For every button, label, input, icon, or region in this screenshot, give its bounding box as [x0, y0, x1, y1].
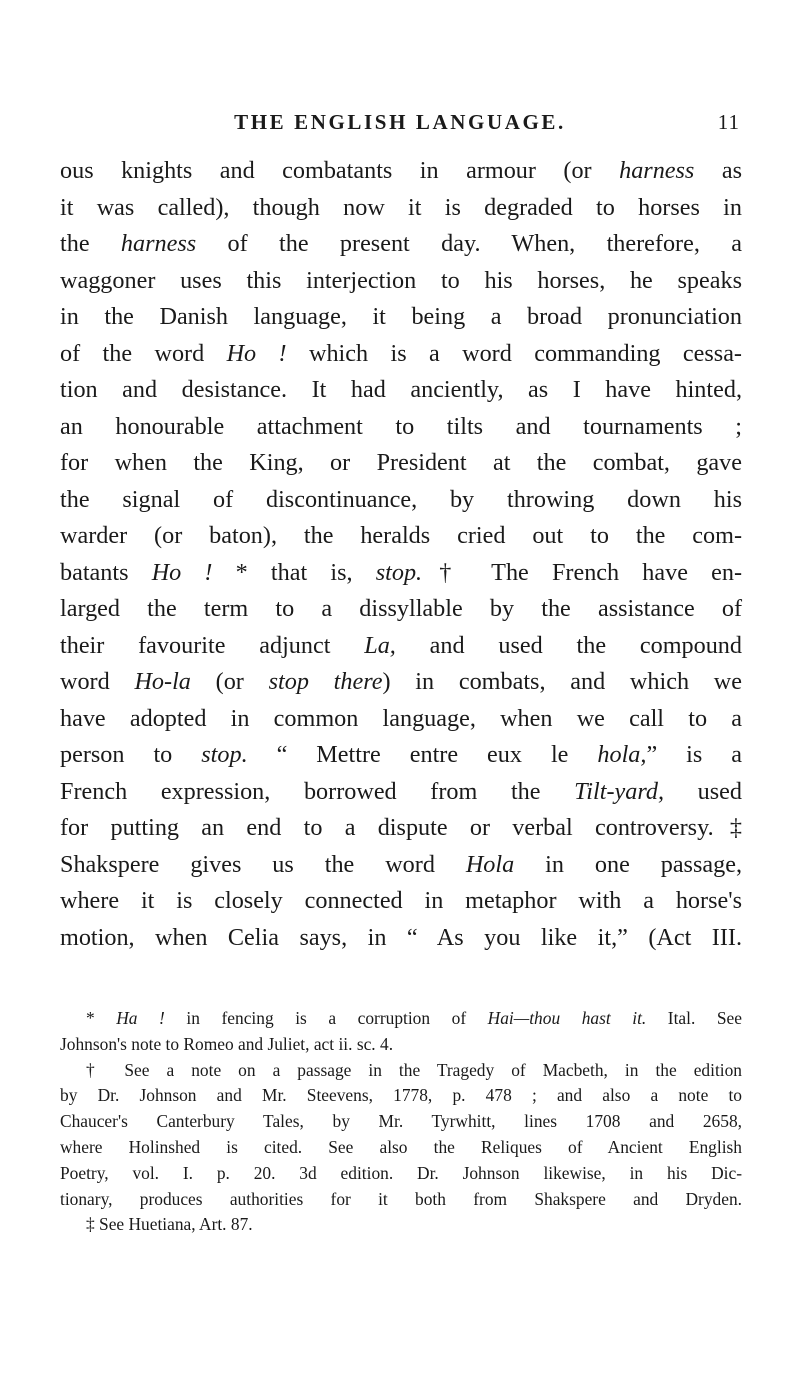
text-line — [60, 883, 742, 920]
footnote-line — [60, 1058, 742, 1084]
text-run: person to — [60, 741, 202, 768]
text-run: Shakspere gives us the word — [60, 850, 466, 878]
text-run: have adopted in common language, when we call to a — [60, 704, 742, 732]
text-run: used — [664, 777, 742, 805]
text-run: for when the King, or President at the combat, gave — [60, 449, 742, 476]
text-run: * — [86, 1008, 117, 1028]
text-line — [60, 664, 742, 701]
body-text — [60, 153, 742, 956]
text-run: (or — [190, 668, 269, 695]
text-run: † The French have en- — [422, 558, 742, 586]
footnote-line — [60, 1032, 742, 1058]
text-run: Ital. See — [646, 1008, 742, 1028]
text-run: batants — [60, 558, 152, 586]
text-run: ‡ See Huetiana, Art. 87. — [86, 1214, 253, 1235]
text-run: † See a note on a passage in the Tragedy of Macbeth, in the edition — [86, 1059, 742, 1080]
text-run: by Dr. Johnson and Mr. Steevens, 1778, p. 478 ; and also a note to — [60, 1085, 742, 1106]
text-line — [60, 628, 742, 665]
footnote-line — [60, 1083, 742, 1109]
text-run: Poetry, vol. I. p. 20. 3d edition. Dr. Johnson likewise, in his Dic- — [60, 1162, 742, 1183]
page-number: 11 — [717, 110, 740, 134]
italic-run: stop there — [268, 668, 383, 695]
italic-run: harness — [619, 157, 695, 184]
italic-run: Tilt-yard, — [574, 777, 664, 805]
text-run: which is a word commanding cessa- — [286, 339, 742, 367]
italic-run: harness — [120, 230, 197, 257]
text-run: ) in combats, and which we — [382, 668, 742, 695]
footnote-line — [60, 1135, 742, 1161]
text-line — [60, 737, 742, 774]
footnote-line — [60, 1212, 742, 1238]
text-run: tionary, produces authorities for it both from Shakspere and Dryden. — [60, 1188, 742, 1209]
text-run: French expression, borrowed from the — [60, 777, 575, 805]
text-run: Johnson's note to Romeo and Juliet, act ii. sc. 4. — [60, 1033, 394, 1054]
text-line — [60, 482, 742, 519]
text-line — [60, 701, 742, 738]
text-run: for putting an end to a dispute or verbal controversy.‡ — [60, 814, 742, 841]
text-line — [60, 409, 742, 446]
footnotes — [60, 1006, 742, 1238]
text-line — [60, 263, 742, 300]
text-run: the signal of discontinuance, by throwing down his — [60, 485, 742, 513]
text-run: in fencing is a corruption of — [164, 1008, 488, 1028]
text-run: in the Danish language, it being a broad pronunciation — [60, 303, 742, 330]
text-run: “ Mettre entre eux le — [247, 741, 598, 768]
footnote-line — [60, 1006, 742, 1032]
text-line — [60, 153, 742, 190]
text-run: tion and desistance. It had anciently, as I have hinted, — [60, 376, 742, 403]
text-line — [60, 372, 742, 409]
italic-run: La, — [364, 631, 396, 659]
italic-run: stop. — [375, 558, 423, 586]
text-line — [60, 774, 742, 811]
text-line — [60, 226, 742, 263]
text-run: word — [60, 668, 135, 695]
footnote-line — [60, 1161, 742, 1187]
text-run: ous knights and combatants in armour (or — [60, 157, 620, 184]
text-run: an honourable attachment to tilts and tournaments ; — [60, 412, 742, 440]
text-run: motion, when Celia says, in “ As you like it,” (Act III. — [60, 923, 742, 951]
text-run: * that is, — [212, 558, 376, 586]
text-run: as — [694, 157, 742, 184]
text-line — [60, 190, 742, 227]
text-line — [60, 299, 742, 336]
text-run: and used the compound — [395, 631, 742, 659]
text-run: ” is a — [646, 741, 742, 768]
running-head — [60, 110, 740, 140]
italic-run: Ha ! — [116, 1008, 165, 1028]
text-run: in one passage, — [514, 850, 742, 878]
text-run: of the present day. When, therefore, a — [196, 230, 742, 257]
text-line — [60, 445, 742, 482]
text-run: warder (or baton), the heralds cried out to the com- — [60, 522, 742, 549]
text-run: their favourite adjunct — [60, 631, 365, 659]
italic-run: Hola — [465, 850, 515, 878]
footnote-line — [60, 1109, 742, 1135]
italic-run: hola, — [597, 741, 647, 768]
italic-run: Ho ! — [151, 558, 213, 586]
text-run: Chaucer's Canterbury Tales, by Mr. Tyrwhitt, lines 1708 and 2658, — [60, 1111, 742, 1132]
italic-run: stop. — [201, 741, 248, 768]
text-line — [60, 920, 742, 957]
text-line — [60, 518, 742, 555]
text-line — [60, 591, 742, 628]
italic-run: Ho-la — [134, 668, 191, 695]
text-run: where it is closely connected in metaphor with a horse's — [60, 887, 742, 914]
text-run: the — [60, 230, 121, 257]
text-run: larged the term to a dissyllable by the assistance of — [60, 595, 742, 622]
text-run: it was called), though now it is degraded to horses in — [60, 193, 742, 221]
text-line — [60, 810, 742, 847]
italic-run: Ho ! — [226, 339, 287, 367]
footnote-line — [60, 1187, 742, 1213]
text-run: where Holinshed is cited. See also the Reliques of Ancient English — [60, 1136, 742, 1157]
text-run: waggoner uses this interjection to his horses, he speaks — [60, 266, 742, 294]
italic-run: Hai—thou hast it. — [487, 1008, 647, 1028]
text-run: of the word — [60, 339, 227, 367]
text-line — [60, 847, 742, 884]
text-line — [60, 336, 742, 373]
text-line — [60, 555, 742, 592]
running-title: THE ENGLISH LANGUAGE. — [234, 110, 566, 134]
